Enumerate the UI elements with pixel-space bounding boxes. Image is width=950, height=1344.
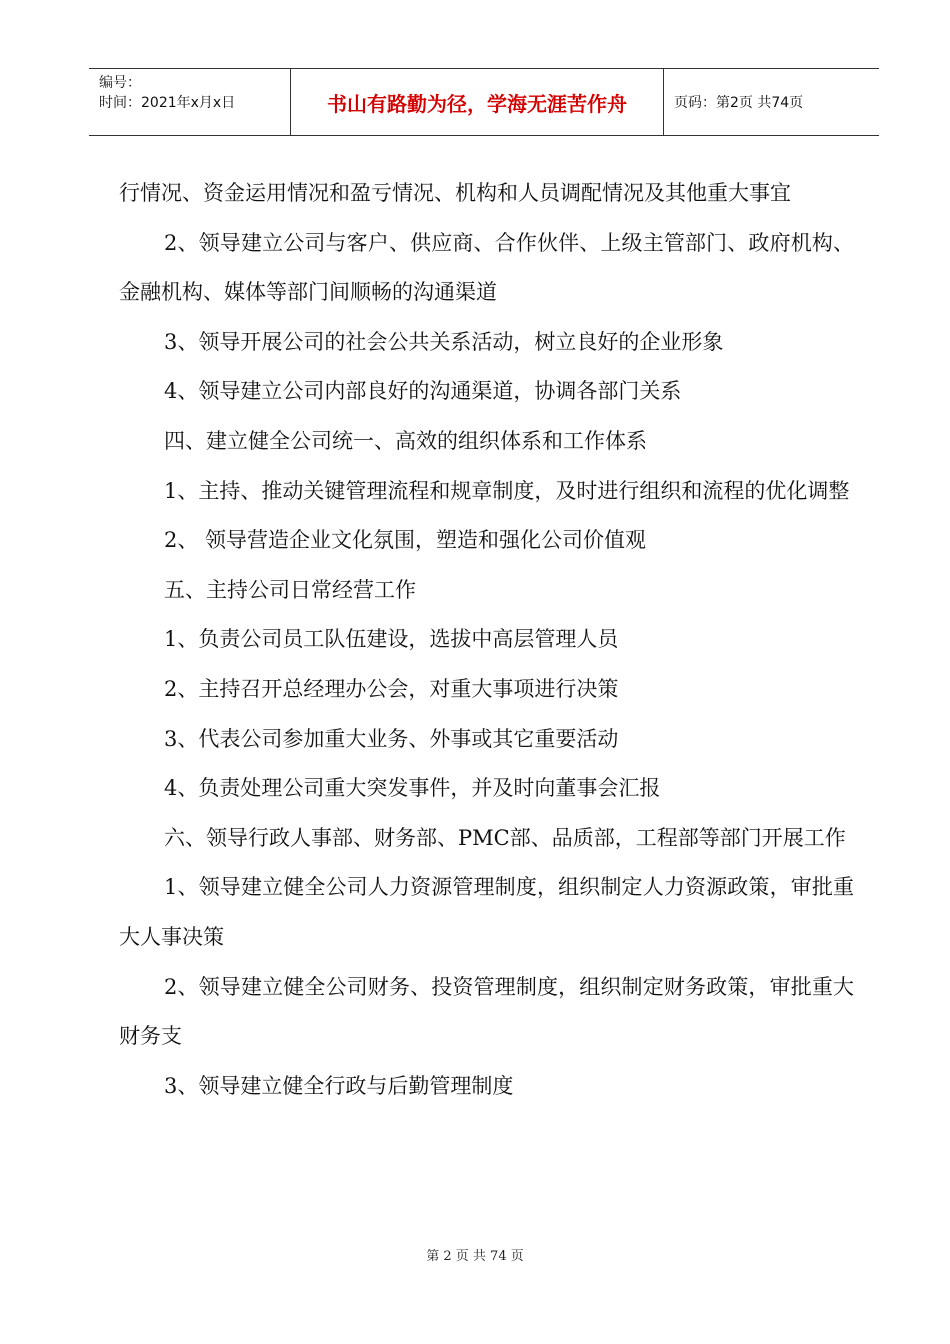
- body-paragraph: 4、领导建立公司内部良好的沟通渠道，协调各部门关系: [164, 379, 682, 404]
- time-label: 时间：2021年x月x日: [99, 95, 236, 111]
- header-motto: 书山有路勤为径，学海无涯苦作舟: [291, 69, 664, 135]
- page-footer: 第 2 页 共 74 页: [426, 1249, 524, 1264]
- body-paragraph: 1、负责公司员工队伍建设，选拔中高层管理人员: [164, 627, 619, 652]
- header-page-info: 页码：第2页 共74页: [674, 95, 804, 111]
- body-paragraph: 五、主持公司日常经营工作: [164, 577, 416, 602]
- body-paragraph: 2、领导建立健全公司财务、投资管理制度，组织制定财务政策，审批重大财务支: [119, 974, 854, 1049]
- body-paragraph: 3、代表公司参加重大业务、外事或其它重要活动: [164, 726, 619, 751]
- body-paragraph: 4、负责处理公司重大突发事件，并及时向董事会汇报: [164, 776, 661, 801]
- body-paragraph: 六、领导行政人事部、财务部、PMC部、品质部，工程部等部门开展工作: [164, 825, 846, 850]
- body-paragraph: 1、主持、推动关键管理流程和规章制度，及时进行组织和流程的优化调整: [164, 478, 850, 503]
- body-paragraph: 行情况、资金运用情况和盈亏情况、机构和人员调配情况及其他重大事宜: [119, 181, 791, 205]
- header-meta: [89, 69, 291, 135]
- body-paragraph: 3、领导开展公司的社会公共关系活动，树立良好的企业形象: [164, 329, 724, 354]
- body-paragraph: 3、领导建立健全行政与后勤管理制度: [164, 1073, 514, 1098]
- number-label: 编号：: [99, 75, 141, 91]
- body-paragraph: 2、主持召开总经理办公会，对重大事项进行决策: [164, 676, 619, 701]
- document-body: [119, 169, 854, 1111]
- body-paragraph: 四、建立健全公司统一、高效的组织体系和工作体系: [164, 428, 647, 453]
- document-header: [89, 68, 879, 136]
- body-paragraph: 2、 领导营造企业文化氛围，塑造和强化公司价值观: [164, 528, 647, 553]
- body-paragraph: 1、领导建立健全公司人力资源管理制度，组织制定人力资源政策，审批重大人事决策: [119, 875, 854, 949]
- body-paragraph: 2、领导建立公司与客户、供应商、合作伙伴、上级主管部门、政府机构、金融机构、媒体等部门间顺畅的沟通渠道: [119, 230, 854, 305]
